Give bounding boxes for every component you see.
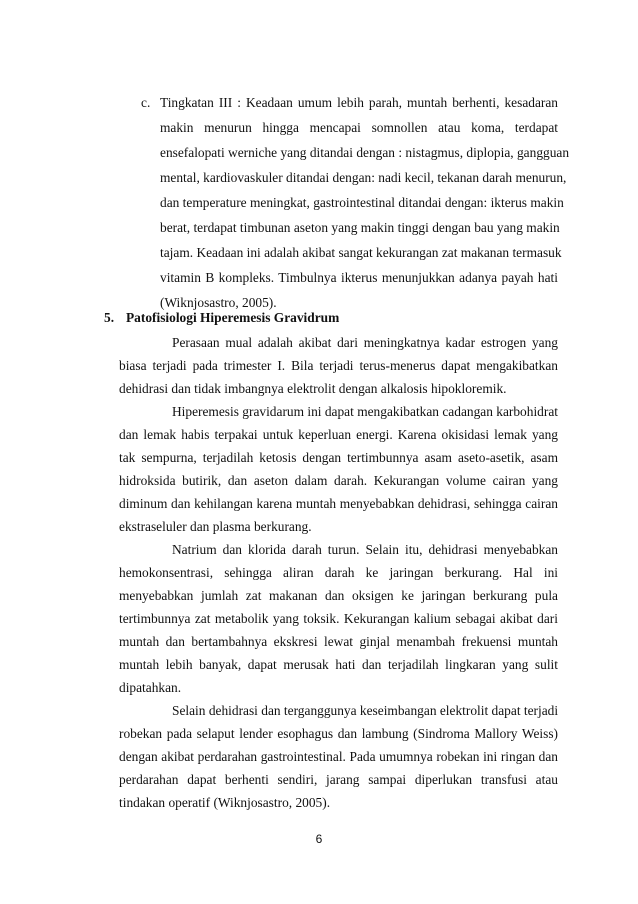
- section-number: 5.: [104, 310, 115, 325]
- item-c-line: Tingkatan III : Keadaan umum lebih parah, muntah berhenti, kesadaran: [160, 95, 558, 110]
- item-c-line: berat, terdapat timbunan aseton yang makin tinggi dengan bau yang makin: [160, 220, 560, 235]
- paragraph-line: perdarahan dapat berhenti sendiri, jarang sampai diperlukan transfusi atau: [119, 772, 558, 787]
- paragraph-line: dehidrasi dan tidak imbangnya elektrolit dengan alkalosis hipokloremik.: [119, 381, 507, 396]
- item-c-line: (Wiknjosastro, 2005).: [160, 295, 277, 310]
- paragraph-line: dan lemak habis terpakai untuk keperluan energi. Karena okisidasi lemak yang: [119, 427, 558, 442]
- item-c-line: dan temperature meningkat, gastrointestinal ditandai dengan: ikterus makin: [160, 195, 564, 210]
- paragraph-line: menyebabkan jumlah zat makanan dan oksigen ke jaringan berkurang pula: [119, 588, 558, 603]
- item-c-line: vitamin B kompleks. Timbulnya ikterus menunjukkan adanya payah hati: [160, 270, 558, 285]
- paragraph-line: tertimbunnya zat metabolik yang toksik. Kekurangan kalium sebagai akibat dari: [119, 611, 558, 626]
- paragraph-line: tak sempurna, terjadilah ketosis dengan tertimbunnya asam aseto-asetik, asam: [119, 450, 558, 465]
- paragraph-line: Hiperemesis gravidarum ini dapat mengakibatkan cadangan karbohidrat: [172, 404, 558, 419]
- paragraph-line: diminum dan kehilangan karena muntah menyebabkan dehidrasi, sehingga cairan: [119, 496, 558, 511]
- list-marker-c: c.: [141, 95, 151, 110]
- section-heading: [104, 310, 339, 326]
- paragraph-line: dipatahkan.: [119, 680, 182, 695]
- paragraph-line: hemokonsentrasi, sehingga aliran darah ke jaringan berkurang. Hal ini: [119, 565, 558, 580]
- page-number: 6: [315, 832, 323, 846]
- paragraph-line: hidroksida butirik, dan aseton dalam darah. Kekurangan volume cairan yang: [119, 473, 558, 488]
- paragraph-line: muntah lebih banyak, dapat merusak hati dan terjadilah lingkaran yang sulit: [119, 657, 558, 672]
- paragraph-line: tindakan operatif (Wiknjosastro, 2005).: [119, 795, 331, 810]
- paragraph-line: biasa terjadi pada trimester I. Bila terjadi terus-menerus dapat mengakibatkan: [119, 358, 558, 373]
- item-c-line: ensefalopati werniche yang ditandai dengan : nistagmus, diplopia, gangguan: [160, 145, 570, 160]
- item-c-line: tajam. Keadaan ini adalah akibat sangat kekurangan zat makanan termasuk: [160, 245, 562, 260]
- paragraph-line: muntah dan bertambahnya ekskresi lewat ginjal menambah frekuensi muntah: [119, 634, 558, 649]
- paragraph-line: ekstraseluler dan plasma berkurang.: [119, 519, 312, 534]
- section-title: Patofisiologi Hiperemesis Gravidrum: [126, 310, 340, 325]
- paragraph-line: dengan akibat perdarahan gastrointestinal. Pada umumnya robekan ini ringan dan: [119, 749, 558, 764]
- paragraph-line: Perasaan mual adalah akibat dari meningkatnya kadar estrogen yang: [172, 335, 558, 350]
- item-c-line: makin menurun hingga mencapai somnollen atau koma, terdapat: [160, 120, 558, 135]
- paragraph-line: Natrium dan klorida darah turun. Selain itu, dehidrasi menyebabkan: [172, 542, 558, 557]
- paragraph-line: Selain dehidrasi dan terganggunya keseimbangan elektrolit dapat terjadi: [172, 703, 559, 718]
- item-c-line: mental, kardiovaskuler ditandai dengan: nadi kecil, tekanan darah menurun,: [160, 170, 567, 185]
- paragraph-line: robekan pada selaput lender esophagus dan lambung (Sindroma Mallory Weiss): [119, 726, 558, 741]
